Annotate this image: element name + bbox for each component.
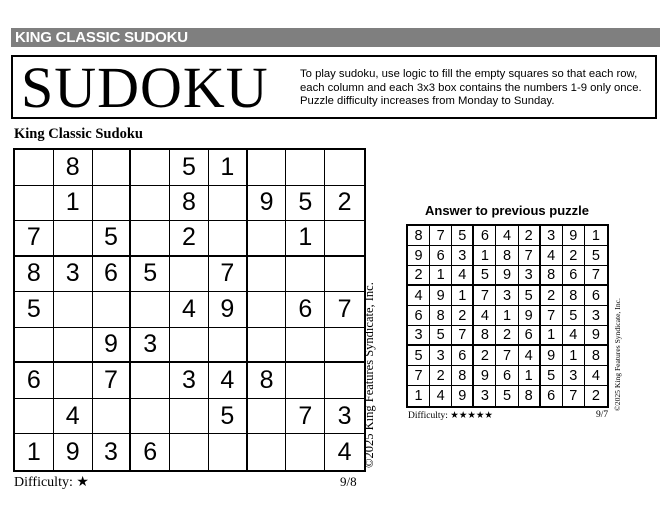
sudoku-puzzle-grid xyxy=(13,148,366,472)
answer-cell-r3-c3: 4 xyxy=(452,266,474,286)
answer-cell-r5-c7: 7 xyxy=(541,306,563,326)
puzzle-cell-r6-c5[interactable] xyxy=(170,328,209,364)
puzzle-title: King Classic Sudoku xyxy=(14,126,143,142)
answer-cell-r8-c8: 3 xyxy=(563,366,585,386)
answer-cell-r5-c5: 1 xyxy=(496,306,518,326)
answer-cell-r2-c1: 9 xyxy=(408,246,430,266)
answer-cell-r3-c2: 1 xyxy=(430,266,452,286)
answer-cell-r2-c2: 6 xyxy=(430,246,452,266)
answer-cell-r6-c1: 3 xyxy=(408,326,430,346)
answer-cell-r8-c7: 5 xyxy=(541,366,563,386)
answer-cell-r8-c3: 8 xyxy=(452,366,474,386)
answer-cell-r4-c2: 9 xyxy=(430,286,452,306)
puzzle-cell-r4-c1: 8 xyxy=(15,257,54,293)
puzzle-cell-r5-c9: 7 xyxy=(325,292,364,328)
answer-cell-r4-c4: 7 xyxy=(474,286,496,306)
answer-difficulty: Difficulty: ★★★★★ xyxy=(408,411,493,421)
puzzle-cell-r9-c9: 4 xyxy=(337,437,352,466)
answer-cell-r2-c3: 3 xyxy=(452,246,474,266)
puzzle-cell-r3-c9[interactable] xyxy=(325,221,364,257)
answer-cell-r4-c5: 3 xyxy=(496,286,518,306)
answer-cell-r9-c1: 1 xyxy=(408,386,430,406)
answer-cell-r2-c6: 7 xyxy=(519,246,541,266)
puzzle-cell-r7-c1: 6 xyxy=(15,363,54,399)
answer-cell-r7-c3: 6 xyxy=(452,346,474,366)
puzzle-cell-r3-c4[interactable] xyxy=(131,221,170,257)
puzzle-cell-r7-c2[interactable] xyxy=(54,363,93,399)
puzzle-cell-r5-c2[interactable] xyxy=(54,292,93,328)
puzzle-cell-r3-c5: 2 xyxy=(170,221,209,257)
puzzle-cell-r7-c7: 8 xyxy=(248,363,287,399)
puzzle-cell-r3-c3: 5 xyxy=(93,221,132,257)
puzzle-cell-r9-c1: 1 xyxy=(15,434,54,470)
answer-cell-r3-c1: 2 xyxy=(408,266,430,286)
answer-cell-r2-c4: 1 xyxy=(474,246,496,266)
puzzle-cell-r6-c3: 9 xyxy=(93,328,132,364)
answer-cell-r9-c8: 7 xyxy=(563,386,585,406)
answer-cell-r5-c4: 4 xyxy=(474,306,496,326)
puzzle-cell-r2-c8: 5 xyxy=(286,186,325,222)
puzzle-cell-r5-c4[interactable] xyxy=(131,292,170,328)
answer-cell-r6-c6: 6 xyxy=(519,326,541,346)
puzzle-cell-r9-c3: 3 xyxy=(93,434,132,470)
answer-grid xyxy=(406,224,609,408)
banner-title: KING CLASSIC SUDOKU xyxy=(15,29,188,46)
puzzle-cell-r5-c1: 5 xyxy=(15,292,54,328)
puzzle-cell-r9-c6[interactable] xyxy=(209,434,248,470)
big-title: SUDOKU xyxy=(21,55,269,120)
answer-cell-r8-c5: 6 xyxy=(496,366,518,386)
puzzle-cell-r8-c2: 4 xyxy=(54,399,93,435)
puzzle-cell-r1-c2: 8 xyxy=(54,150,93,186)
answer-cell-r4-c9: 6 xyxy=(585,286,607,306)
puzzle-cell-r1-c4[interactable] xyxy=(131,150,170,186)
answer-cell-r9-c4: 3 xyxy=(474,386,496,406)
puzzle-cell-r8-c9: 3 xyxy=(325,399,364,435)
answer-cell-r9-c3: 9 xyxy=(452,386,474,406)
answer-cell-r6-c2: 5 xyxy=(430,326,452,346)
answer-cell-r1-c4: 6 xyxy=(474,226,496,246)
puzzle-cell-r3-c7[interactable] xyxy=(248,221,287,257)
answer-cell-r6-c7: 1 xyxy=(541,326,563,346)
answer-cell-r8-c9: 4 xyxy=(585,366,607,386)
puzzle-cell-r1-c6: 1 xyxy=(209,150,248,186)
puzzle-cell-r3-c8: 1 xyxy=(286,221,325,257)
puzzle-cell-r2-c9: 2 xyxy=(325,186,364,222)
puzzle-cell-r8-c5[interactable] xyxy=(170,399,209,435)
answer-date: 9/7 xyxy=(596,410,609,420)
puzzle-cell-r7-c9[interactable] xyxy=(325,363,364,399)
puzzle-cell-r7-c5: 3 xyxy=(170,363,209,399)
answer-cell-r1-c8: 9 xyxy=(563,226,585,246)
puzzle-cell-r4-c3: 6 xyxy=(93,257,132,293)
answer-title: Answer to previous puzzle xyxy=(425,203,589,218)
answer-cell-r7-c7: 9 xyxy=(541,346,563,366)
puzzle-cell-r5-c3[interactable] xyxy=(93,292,132,328)
puzzle-cell-r5-c8: 6 xyxy=(286,292,325,328)
puzzle-cell-r8-c1[interactable] xyxy=(15,399,54,435)
puzzle-difficulty: Difficulty: ★ xyxy=(14,475,89,490)
puzzle-cell-r7-c8[interactable] xyxy=(286,363,325,399)
answer-cell-r6-c5: 2 xyxy=(496,326,518,346)
puzzle-cell-r5-c7[interactable] xyxy=(248,292,287,328)
answer-cell-r2-c7: 4 xyxy=(541,246,563,266)
answer-cell-r9-c5: 5 xyxy=(496,386,518,406)
answer-cell-r7-c2: 3 xyxy=(430,346,452,366)
answer-cell-r5-c8: 5 xyxy=(563,306,585,326)
puzzle-cell-r1-c5: 5 xyxy=(170,150,209,186)
puzzle-cell-r1-c1[interactable] xyxy=(15,150,54,186)
answer-cell-r8-c2: 2 xyxy=(430,366,452,386)
puzzle-cell-r6-c2[interactable] xyxy=(54,328,93,364)
puzzle-cell-r2-c7: 9 xyxy=(248,186,287,222)
answer-cell-r5-c2: 8 xyxy=(430,306,452,326)
answer-cell-r9-c2: 4 xyxy=(430,386,452,406)
puzzle-cell-r7-c3: 7 xyxy=(93,363,132,399)
puzzle-cell-r8-c4[interactable] xyxy=(131,399,170,435)
answer-cell-r1-c9: 1 xyxy=(585,226,607,246)
answer-cell-r7-c8: 1 xyxy=(563,346,585,366)
answer-cell-r9-c9: 2 xyxy=(591,388,600,404)
answer-cell-r6-c3: 7 xyxy=(452,326,474,346)
puzzle-cell-r2-c2: 1 xyxy=(54,186,93,222)
puzzle-cell-r2-c1[interactable] xyxy=(15,186,54,222)
puzzle-cell-r3-c6[interactable] xyxy=(209,221,248,257)
puzzle-cell-r1-c3[interactable] xyxy=(93,150,132,186)
puzzle-cell-r8-c3[interactable] xyxy=(93,399,132,435)
puzzle-cell-r8-c6: 5 xyxy=(209,399,248,435)
answer-cell-r4-c6: 5 xyxy=(519,286,541,306)
answer-cell-r4-c3: 1 xyxy=(452,286,474,306)
answer-cell-r5-c6: 9 xyxy=(519,306,541,326)
puzzle-cell-r9-c7[interactable] xyxy=(248,434,287,470)
puzzle-cell-r2-c5: 8 xyxy=(170,186,209,222)
answer-cell-r5-c1: 6 xyxy=(408,306,430,326)
puzzle-cell-r6-c6[interactable] xyxy=(209,328,248,364)
answer-cell-r7-c6: 4 xyxy=(519,346,541,366)
answer-cell-r7-c4: 2 xyxy=(474,346,496,366)
puzzle-cell-r2-c6[interactable] xyxy=(209,186,248,222)
puzzle-cell-r7-c4[interactable] xyxy=(131,363,170,399)
answer-cell-r5-c3: 2 xyxy=(452,306,474,326)
answer-cell-r1-c3: 5 xyxy=(452,226,474,246)
answer-cell-r5-c9: 3 xyxy=(585,306,607,326)
puzzle-cell-r1-c8[interactable] xyxy=(286,150,325,186)
puzzle-cell-r5-c6: 9 xyxy=(209,292,248,328)
puzzle-cell-r9-c8[interactable] xyxy=(286,434,325,470)
answer-cell-r2-c5: 8 xyxy=(496,246,518,266)
puzzle-cell-r2-c4[interactable] xyxy=(131,186,170,222)
answer-cell-r4-c7: 2 xyxy=(541,286,563,306)
puzzle-cell-r6-c9[interactable] xyxy=(325,328,364,364)
answer-cell-r1-c1: 8 xyxy=(408,226,430,246)
puzzle-cell-r1-c7[interactable] xyxy=(248,150,287,186)
answer-cell-r3-c5: 9 xyxy=(496,266,518,286)
puzzle-cell-r4-c2: 3 xyxy=(54,257,93,293)
section-banner xyxy=(11,28,660,47)
answer-cell-r1-c7: 3 xyxy=(541,226,563,246)
puzzle-copyright: ©2025 King Features Syndicate, Inc. xyxy=(362,282,376,468)
answer-cell-r3-c7: 8 xyxy=(541,266,563,286)
answer-cell-r8-c4: 9 xyxy=(474,366,496,386)
answer-cell-r1-c6: 2 xyxy=(519,226,541,246)
puzzle-cell-r9-c5[interactable] xyxy=(170,434,209,470)
answer-cell-r3-c4: 5 xyxy=(474,266,496,286)
puzzle-cell-r3-c2[interactable] xyxy=(54,221,93,257)
puzzle-cell-r8-c8: 7 xyxy=(286,399,325,435)
answer-cell-r3-c9: 7 xyxy=(585,266,607,286)
answer-cell-r3-c6: 3 xyxy=(519,266,541,286)
puzzle-cell-r9-c2: 9 xyxy=(54,434,93,470)
puzzle-cell-r4-c5[interactable] xyxy=(170,257,209,293)
answer-cell-r6-c8: 4 xyxy=(563,326,585,346)
puzzle-cell-r4-c8[interactable] xyxy=(286,257,325,293)
answer-cell-r1-c5: 4 xyxy=(496,226,518,246)
answer-cell-r4-c8: 8 xyxy=(563,286,585,306)
puzzle-cell-r5-c5: 4 xyxy=(170,292,209,328)
puzzle-cell-r4-c9[interactable] xyxy=(325,257,364,293)
answer-cell-r9-c6: 8 xyxy=(519,386,541,406)
answer-cell-r8-c6: 1 xyxy=(519,366,541,386)
puzzle-cell-r4-c6: 7 xyxy=(209,257,248,293)
puzzle-cell-r8-c7[interactable] xyxy=(248,399,287,435)
puzzle-cell-r4-c7[interactable] xyxy=(248,257,287,293)
answer-cell-r8-c1: 7 xyxy=(408,366,430,386)
answer-cell-r7-c5: 7 xyxy=(496,346,518,366)
puzzle-cell-r4-c4: 5 xyxy=(131,257,170,293)
puzzle-cell-r6-c1[interactable] xyxy=(15,328,54,364)
puzzle-cell-r6-c7[interactable] xyxy=(248,328,287,364)
puzzle-cell-r6-c4: 3 xyxy=(131,328,170,364)
answer-cell-r2-c8: 2 xyxy=(563,246,585,266)
answer-cell-r7-c1: 5 xyxy=(408,346,430,366)
answer-copyright: ©2025 King Features Syndicate, Inc. xyxy=(613,298,622,411)
answer-cell-r6-c4: 8 xyxy=(474,326,496,346)
answer-cell-r7-c9: 8 xyxy=(585,346,607,366)
answer-cell-r3-c8: 6 xyxy=(563,266,585,286)
header-box xyxy=(11,55,657,119)
puzzle-cell-r3-c1: 7 xyxy=(15,221,54,257)
puzzle-cell-r9-c4: 6 xyxy=(131,434,170,470)
puzzle-cell-r1-c9[interactable] xyxy=(325,150,364,186)
answer-cell-r1-c2: 7 xyxy=(430,226,452,246)
answer-cell-r9-c7: 6 xyxy=(541,386,563,406)
answer-cell-r4-c1: 4 xyxy=(408,286,430,306)
instructions-text: To play sudoku, use logic to fill the empty squares so that each row, each column and each 3x3 box contains the numbers 1-9 only once. Puzzle difficulty increases from Monday to Sunday. xyxy=(300,68,642,107)
answer-cell-r2-c9: 5 xyxy=(585,246,607,266)
puzzle-cell-r7-c6: 4 xyxy=(209,363,248,399)
puzzle-cell-r2-c3[interactable] xyxy=(93,186,132,222)
answer-cell-r6-c9: 9 xyxy=(585,326,607,346)
puzzle-cell-r6-c8[interactable] xyxy=(286,328,325,364)
puzzle-date: 9/8 xyxy=(340,474,357,489)
